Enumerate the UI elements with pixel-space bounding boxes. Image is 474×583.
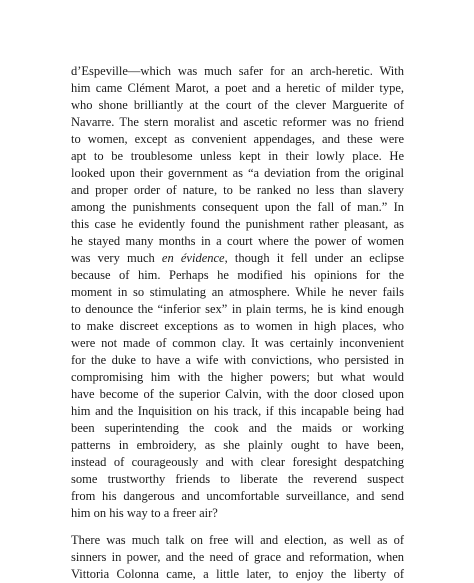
text-line [71, 284, 404, 301]
text-line [71, 403, 404, 420]
text-line [71, 267, 404, 284]
text-run: him and the Inquisition on his track, if this incapable being had [71, 404, 404, 418]
paragraph [71, 532, 404, 583]
text-run: Vittoria Colonna came, a little later, to enjoy the liberty of [71, 567, 404, 581]
text-line [71, 301, 404, 318]
text-run: sinners in power, and the need of grace and reformation, when [71, 550, 404, 564]
text-run: him came Clément Marot, a poet and a heretic of milder type, [71, 81, 404, 95]
text-line [71, 250, 404, 267]
text-run: some trustworthy friends to liberate the reverend suspect [71, 472, 404, 486]
text-run: moment in so stimulating an atmosphere. While he never fails [71, 285, 404, 299]
text-run: because of him. Perhaps he modified his opinions for the [71, 268, 404, 282]
text-line [71, 532, 404, 549]
text-line [71, 420, 404, 437]
text-run: Navarre. The stern moralist and ascetic reformer was no friend [71, 115, 404, 129]
text-line [71, 352, 404, 369]
text-run: and proper order of nature, to be ranked no less than slavery [71, 183, 404, 197]
text-run: instead of courageously and with clear foresight despatching [71, 455, 404, 469]
text-line [71, 454, 404, 471]
text-line [71, 216, 404, 233]
text-run: d’Espeville—which was much safer for an arch-heretic. With [71, 64, 404, 78]
text-line [71, 233, 404, 250]
text-line [71, 437, 404, 454]
text-line [71, 505, 404, 522]
text-run: was very much [71, 251, 162, 265]
text-run: apt to be troublesome unless kept in their lowly place. He [71, 149, 404, 163]
italic-phrase: en évidence [161, 251, 225, 265]
page-body [71, 63, 404, 583]
text-line [71, 369, 404, 386]
text-line [71, 182, 404, 199]
text-line [71, 386, 404, 403]
text-line [71, 335, 404, 352]
text-line [71, 488, 404, 505]
text-run: to make discreet exceptions as to women in high places, who [71, 319, 404, 333]
text-line [71, 97, 404, 114]
text-run: patterns in embroidery, as she plainly ought to have been, [71, 438, 404, 452]
text-run: have become of the superior Calvin, with the door closed upon [71, 387, 404, 401]
text-run: looked upon their government as “a deviation from the original [71, 166, 404, 180]
text-run: , though it fell under an eclipse [224, 251, 405, 265]
text-run: among the punishments consequent upon the fall of man.” In [71, 200, 404, 214]
text-line [71, 165, 404, 182]
text-line [71, 318, 404, 335]
text-run: who shone brilliantly at the court of the clever Marguerite of [71, 98, 404, 112]
text-run: compromising him with the higher powers; but what would [71, 370, 404, 384]
paragraph [71, 63, 404, 522]
text-line [71, 566, 404, 583]
text-line [71, 148, 404, 165]
text-run: from his dangerous and uncomfortable surveillance, and send [71, 489, 404, 503]
text-line [71, 131, 404, 148]
text-line [71, 549, 404, 566]
text-line [71, 199, 404, 216]
text-run: There was much talk on free will and election, as well as of [71, 533, 404, 547]
text-line [71, 80, 404, 97]
text-line [71, 471, 404, 488]
text-run: he stayed many months in a court where the power of women [71, 234, 404, 248]
text-line [71, 63, 404, 80]
text-run: to denounce the “inferior sex” in plain terms, he is kind enough [71, 302, 404, 316]
text-run: him on his way to a freer air? [71, 506, 218, 520]
text-run: were not made of common clay. It was certainly inconvenient [71, 336, 404, 350]
text-run: to women, except as convenient appendages, and these were [71, 132, 404, 146]
text-line [71, 114, 404, 131]
text-run: this case he evidently found the punishment rather pleasant, as [71, 217, 404, 231]
text-run: been superintending the cook and the maids or working [71, 421, 404, 435]
text-run: for the duke to have a wife with convictions, who persisted in [71, 353, 404, 367]
